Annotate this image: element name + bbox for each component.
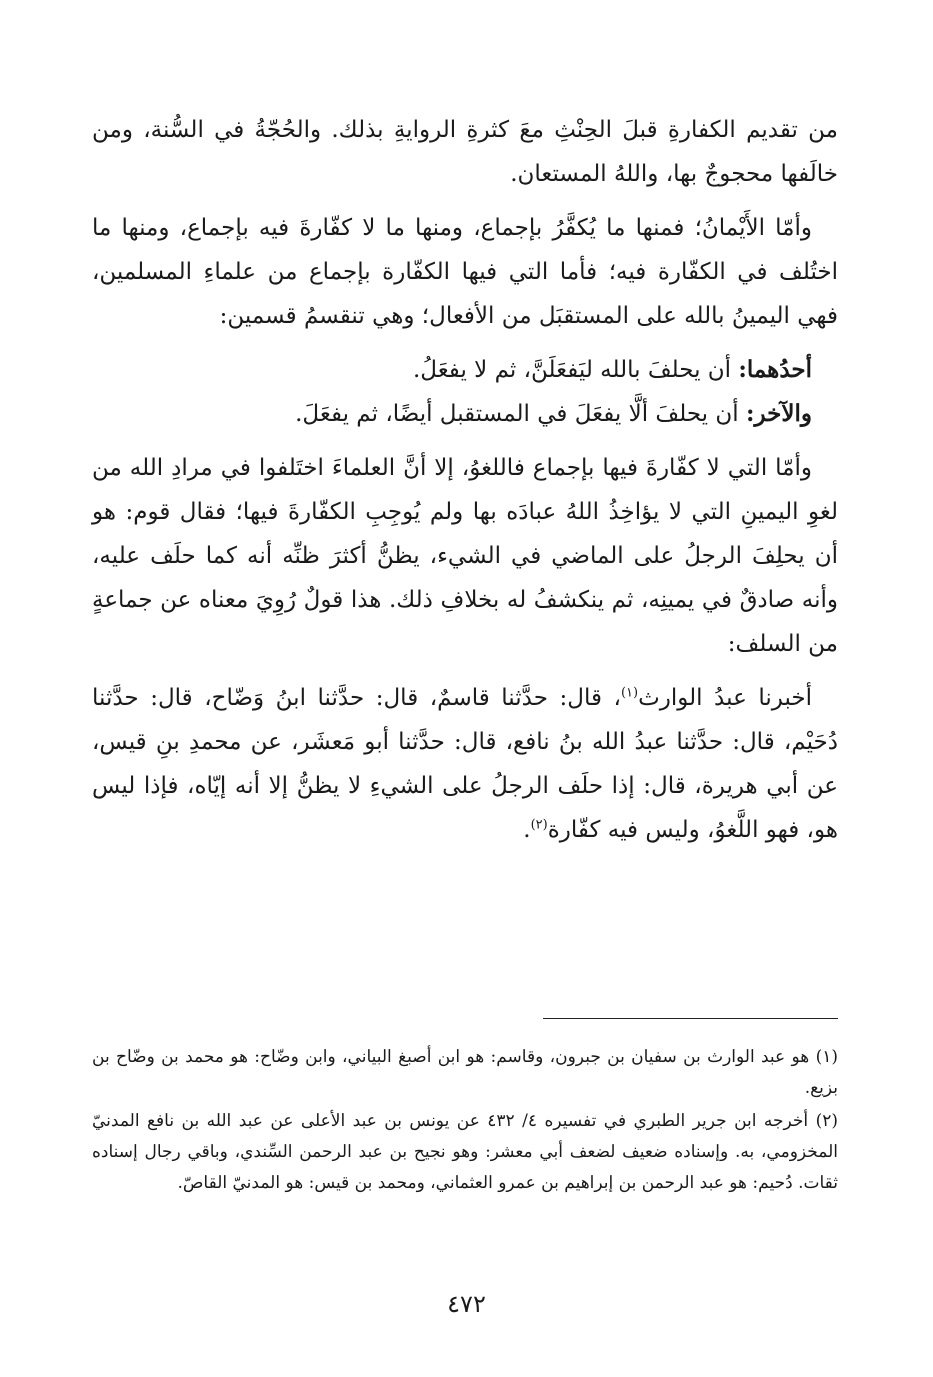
page-number: ٤٧٢ bbox=[447, 1290, 486, 1318]
isnad-opening: أخبرنا عبدُ الوارث bbox=[638, 685, 812, 711]
paragraph-aymaan: وأمّا الأَيْمانُ؛ فمنها ما يُكفَّرُ بإجماع، ومنها ما لا كفّارةَ فيه بإجماع، ومنها ما اختُلف في الكفّارة فيه؛ فأما التي فيها الكفّارة بإجماع من علماءِ المسلمين، فهي اليمينُ بالله على المستقبَل من الأفعال؛ وهي تنقسمُ قسمين: bbox=[92, 215, 838, 329]
isnad-chain: ، قال: حدَّثنا قاسمٌ، قال: حدَّثنا ابنُ وَضّاح، قال: حدَّثنا دُحَيْم، قال: حدَّثنا عبدُ الله بنُ نافع، قال: حدَّثنا أبو مَعشَر، عن محمدِ بنِ قيس، عن أبي هريرة، قال: إذا حلَف الرجلُ على الشيءِ لا يظنُّ إلا أنه إيّاه، فإذا ليس هو، فهو اللَّغوُ، وليس فيه كفّارة bbox=[92, 685, 838, 843]
case-first-text: أن يحلفَ بالله ليَفعَلَنَّ، ثم لا يفعَلُ. bbox=[412, 357, 739, 383]
case-second bbox=[92, 392, 838, 436]
footnote-ref-2[interactable]: (٢) bbox=[530, 817, 548, 833]
footnote-1: (١) هو عبد الوارث بن سفيان بن جبرون، وقاسم: هو ابن أصبغ البياني، وابن وضّاح: هو محمد بن وضّاح بن بزيع. bbox=[92, 1047, 838, 1098]
case-first-label: أحدُهما: bbox=[738, 356, 812, 383]
footnote-ref-1[interactable]: (١) bbox=[620, 685, 639, 701]
footnote-2: (٢) أخرجه ابن جرير الطبري في تفسيره ٤/ ٤٣٢ عن يونس بن عبد الأعلى عن عبد الله بن نافع المدنيّ المخزومي، به. وإسناده ضعيف لضعف أبي معشر: وهو نجيح بن عبد الرحمن السِّندي، وباقي رجال إسناده ثقات. دُحيم: هو عبد الرحمن بن إبراهيم بن عمرو العثماني، ومحمد بن قيس: هو المدنيّ القاصّ. bbox=[92, 1111, 838, 1193]
case-second-text: أن يحلفَ ألَّا يفعَلَ في المستقبل أيضًا، ثم يفعَلَ. bbox=[295, 401, 746, 427]
case-second-label: والآخر: bbox=[745, 400, 812, 427]
paragraph-laghw: وأمّا التي لا كفّارةَ فيها بإجماع فاللغوُ، إلا أنَّ العلماءَ اختَلفوا في مرادِ الله من لغوِ اليمينِ التي لا يؤاخِذُ اللهُ عبادَه بها ولم يُوجِبِ الكفّارةَ فيها؛ فقال قوم: هو أن يحلِفَ الرجلُ على الماضي في الشيء، يظنُّ أكثرَ ظنِّه أنه كما حلَف عليه، وأنه صادقٌ في يمينِه، ثم ينكشفُ له بخلافِ ذلك. هذا قولٌ رُوِيَ معناه عن جماعةٍ من السلف: bbox=[92, 455, 838, 657]
paragraph-isnad bbox=[92, 676, 838, 852]
paragraph-intro: من تقديم الكفارةِ قبلَ الحِنْثِ معَ كثرةِ الروايةِ بذلك. والحُجّةُ في السُّنة، ومن خالَفها محجوجٌ بها، واللهُ المستعان. bbox=[92, 117, 838, 187]
footnote-divider bbox=[543, 1018, 838, 1019]
isnad-end: . bbox=[523, 817, 531, 843]
footnotes bbox=[92, 1042, 838, 1201]
case-first bbox=[92, 348, 838, 392]
main-text bbox=[92, 108, 838, 862]
